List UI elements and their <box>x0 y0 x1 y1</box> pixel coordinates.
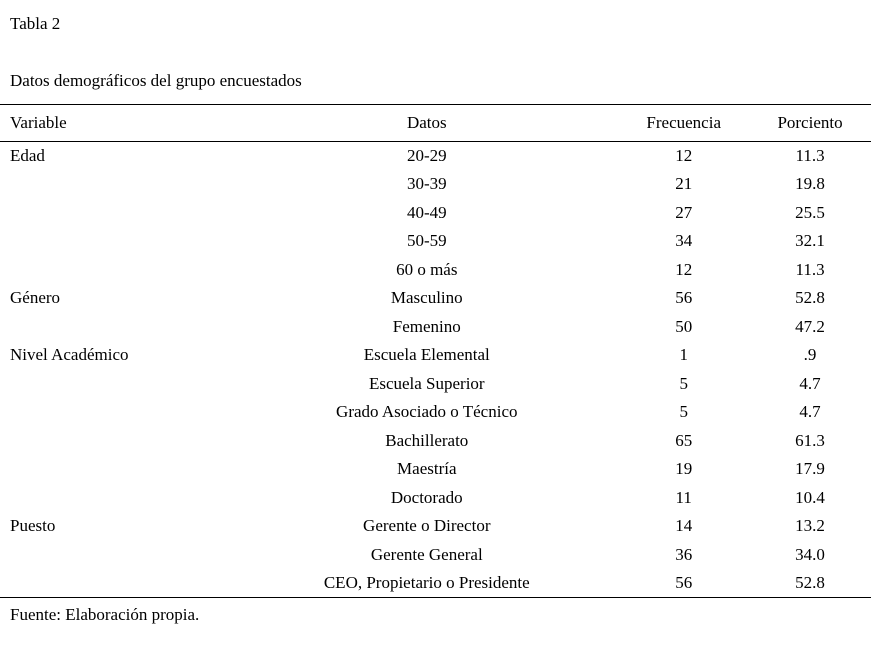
column-header-porciento: Porciento <box>749 104 871 141</box>
cell-datos: Escuela Elemental <box>363 345 490 365</box>
cell-variable <box>0 199 235 227</box>
cell-porciento: 11.3 <box>795 145 825 165</box>
cell-datos: 60 o más <box>396 259 458 279</box>
cell-porciento: 17.9 <box>795 459 825 479</box>
cell-porciento: 13.2 <box>795 516 825 536</box>
cell-porciento: 47.2 <box>795 316 825 336</box>
cell-variable <box>0 455 235 483</box>
table-row <box>0 370 871 398</box>
cell-porciento: 19.8 <box>795 174 825 194</box>
cell-frecuencia: 5 <box>679 373 688 393</box>
table-row <box>0 483 871 511</box>
cell-frecuencia: 56 <box>675 288 693 308</box>
cell-porciento: 32.1 <box>795 231 825 251</box>
table-row <box>0 170 871 198</box>
cell-frecuencia: 65 <box>675 430 693 450</box>
cell-frecuencia: 21 <box>675 174 693 194</box>
cell-variable <box>0 370 235 398</box>
cell-frecuencia: 19 <box>675 459 693 479</box>
cell-porciento: 11.3 <box>795 259 825 279</box>
cell-frecuencia: 12 <box>675 145 693 165</box>
cell-datos: Maestría <box>397 459 457 479</box>
cell-variable <box>0 170 235 198</box>
cell-datos: Grado Asociado o Técnico <box>336 402 518 422</box>
cell-variable <box>0 540 235 568</box>
table-row <box>0 141 871 170</box>
table-row <box>0 455 871 483</box>
cell-variable <box>0 313 235 341</box>
table-row <box>0 512 871 540</box>
cell-datos: 30-39 <box>406 174 447 194</box>
cell-porciento: 52.8 <box>795 288 825 308</box>
table-header <box>0 104 871 141</box>
cell-variable <box>0 426 235 454</box>
table-body <box>0 141 871 598</box>
cell-datos: Doctorado <box>390 487 463 507</box>
cell-frecuencia: 27 <box>675 202 693 222</box>
table-row <box>0 256 871 284</box>
cell-datos: Bachillerato <box>385 430 469 450</box>
table-label: Tabla 2 <box>10 14 61 33</box>
cell-frecuencia: 12 <box>675 259 693 279</box>
cell-porciento: 4.7 <box>799 402 821 422</box>
table-row <box>0 284 871 312</box>
cell-datos: Gerente o Director <box>363 516 491 536</box>
table-row <box>0 313 871 341</box>
cell-frecuencia: 36 <box>675 544 693 564</box>
cell-porciento: 61.3 <box>795 430 825 450</box>
table-header-row <box>0 104 871 141</box>
cell-variable <box>0 569 235 598</box>
table-row <box>0 426 871 454</box>
cell-datos: 20-29 <box>406 145 447 165</box>
table-row <box>0 398 871 426</box>
cell-datos: CEO, Propietario o Presidente <box>323 573 530 592</box>
cell-variable: Género <box>10 288 61 308</box>
table-row <box>0 540 871 568</box>
table-row <box>0 227 871 255</box>
cell-variable: Edad <box>10 145 45 165</box>
demographics-table <box>0 104 871 599</box>
cell-variable <box>0 256 235 284</box>
cell-variable <box>0 227 235 255</box>
cell-frecuencia: 1 <box>679 345 688 365</box>
column-header-variable: Variable <box>0 104 235 141</box>
table-row <box>0 341 871 369</box>
table-row <box>0 569 871 598</box>
cell-porciento: 4.7 <box>799 373 821 393</box>
cell-datos: Femenino <box>392 316 461 336</box>
cell-porciento: .9 <box>803 345 817 365</box>
cell-frecuencia: 34 <box>675 231 693 251</box>
cell-datos: 50-59 <box>406 231 447 251</box>
cell-datos: Escuela Superior <box>368 373 485 393</box>
cell-datos: 40-49 <box>406 202 447 222</box>
cell-frecuencia: 14 <box>675 516 693 536</box>
cell-porciento: 10.4 <box>795 487 825 507</box>
cell-frecuencia: 56 <box>675 573 693 592</box>
cell-variable <box>0 483 235 511</box>
table-caption: Datos demográficos del grupo encuestados <box>10 71 302 91</box>
table-row <box>0 199 871 227</box>
column-header-datos: Datos <box>235 104 618 141</box>
cell-frecuencia: 11 <box>675 487 692 507</box>
source-note: Fuente: Elaboración propia. <box>10 605 200 625</box>
cell-frecuencia: 50 <box>675 316 693 336</box>
column-header-frecuencia: Frecuencia <box>618 104 749 141</box>
cell-variable <box>0 398 235 426</box>
cell-porciento: 34.0 <box>795 544 825 564</box>
cell-datos: Masculino <box>390 288 463 308</box>
cell-datos: Gerente General <box>370 544 483 564</box>
cell-variable: Puesto <box>10 516 56 536</box>
cell-frecuencia: 5 <box>679 402 688 422</box>
cell-porciento: 52.8 <box>795 573 825 592</box>
cell-variable: Nivel Académico <box>10 345 129 365</box>
cell-porciento: 25.5 <box>795 202 825 222</box>
